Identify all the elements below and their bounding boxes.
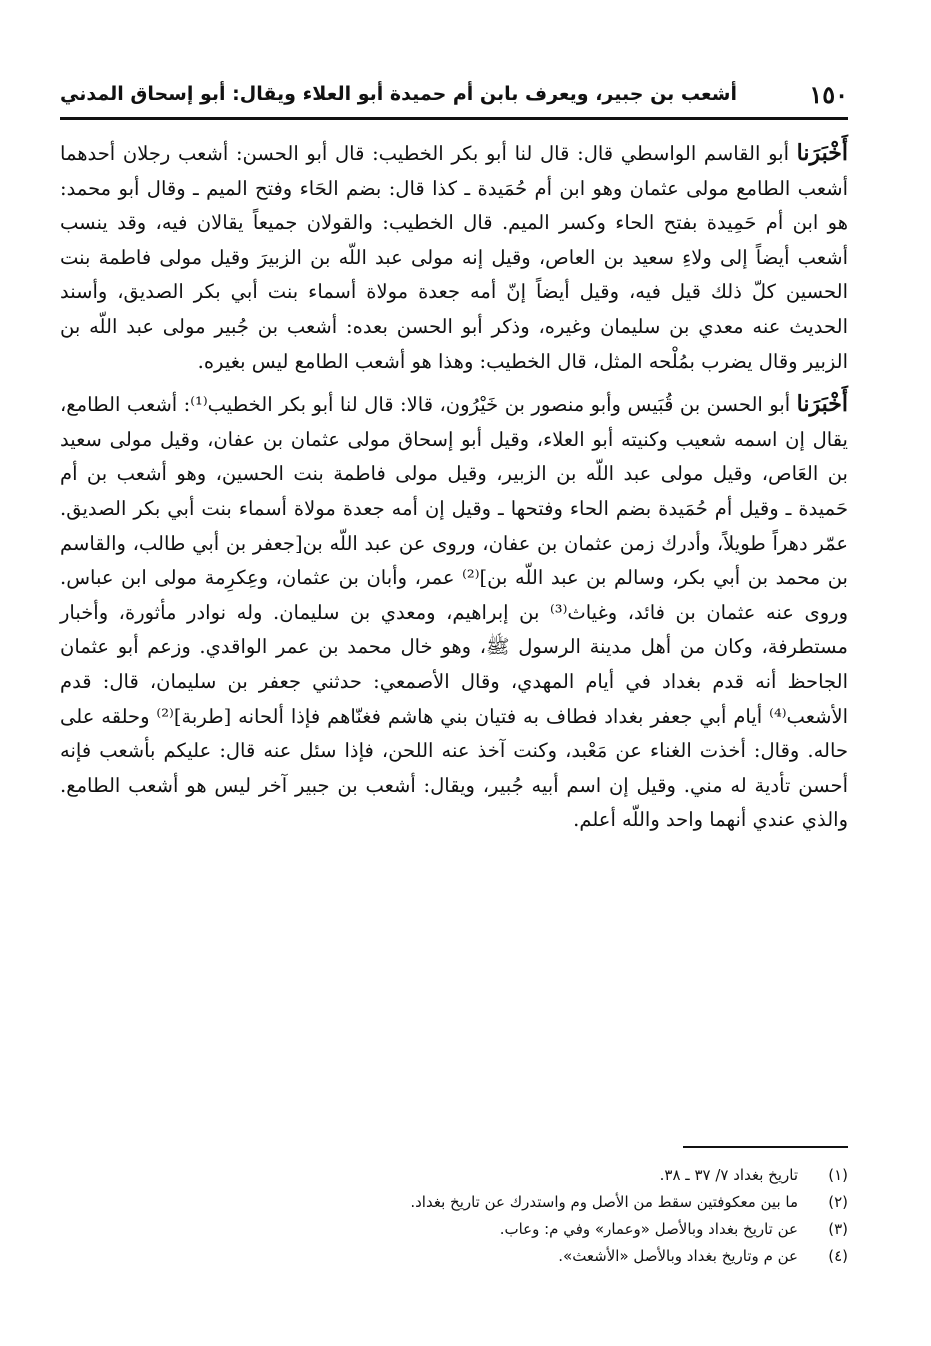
footnote-text: تاريخ بغداد ٧/ ٣٧ ـ ٣٨. (659, 1166, 798, 1184)
paragraph-2 (60, 387, 848, 838)
header-divider (60, 117, 848, 120)
paragraph-keyword: أَخْبَرَنا (796, 391, 848, 418)
footnote-2 (60, 1189, 848, 1216)
footnote-3 (60, 1216, 848, 1243)
page-number: ١٥٠ (809, 79, 848, 109)
paragraph-body: أبو الحسن بن قُبَيس وأبو منصور بن خَيْرُون، قالا: قال لنا أبو بكر الخطيب⁽¹⁾: أشعب الطامع، يقال إن اسمه شعيب وكنيته أبو العلاء، وقيل أبو إسحاق مولى عثمان بن عفان، وقيل مولى سعيد بن العَاص، وقيل مولى عبد اللّه بن الزبير، وقيل مولى فاطمة بنت الحسين، وهو أشعب بن أم حَميدة ـ وقيل أم حُمَيدة بضم الحاء وفتحها ـ وقيل إن أمه جعدة مولاة أسماء بنت أبي بكر الصديق. عمّر دهراً طويلاً، وأدرك زمن عثمان بن عفان، وروى عن عبد اللّه بن[جعفر بن أبي طالب، والقاسم بن محمد بن أبي بكر، وسالم بن عبد اللّه بن]⁽²⁾ عمر، وأبان بن عثمان، وعِكرِمة مولى ابن عباس. وروى عنه عثمان بن فائد، وغياث⁽³⁾ بن إبراهيم، ومعدي بن سليمان. وله نوادر مأثورة، وأخبار مستطرفة، وكان من أهل مدينة الرسول ﷺ، وهو خال محمد بن عمر الواقدي. وزعم أبو عثمان الجاحظ أنه قدم بغداد في أيام المهدي، وقال الأصمعي: حدثني جعفر بن سليمان، قال: قدم الأشعب⁽⁴⁾ أيام أبي جعفر بغداد فطاف به فتيان بني هاشم فغنّاهم فإذا ألحانه [طربة]⁽²⁾ وحلقه على حاله. وقال: أخذت الغناء عن مَعْبد، وكنت آخذ عنه اللحن، فإذا سئل عنه قال: عليكم بأشعب فإنه أحسن تأدية له مني. وقيل إن اسم أبيه جُبير، ويقال: أشعب بن جبير آخر ليس هو أشعب الطامع. والذي عندي أنهما واحد واللّه أعلم. (60, 393, 848, 832)
footnote-number: (٤) (828, 1247, 848, 1265)
footnote-number: (٢) (828, 1193, 848, 1211)
footnotes (60, 1162, 848, 1270)
footnote-number: (٣) (828, 1220, 848, 1238)
footnote-text: عن م وتاريخ بغداد وبالأصل «الأشعث». (558, 1247, 798, 1265)
footnote-divider (683, 1146, 848, 1148)
footnote-text: ما بين معكوفتين سقط من الأصل وم واستدرك عن تاريخ بغداد. (410, 1193, 798, 1211)
paragraph-body: أبو القاسم الواسطي قال: قال لنا أبو بكر الخطيب: قال أبو الحسن: أشعب رجلان أحدهما أشعب الطامع مولى عثمان وهو ابن أم حُمَيدة ـ كذا قال: بضم الحَاء وفتح الميم ـ وقال أبو محمد: هو ابن أم حَمِيدة بفتح الحاء وكسر الميم. قال الخطيب: والقولان جميعاً يقالان فيه، وقد ينسب أشعب أيضاً إلى ولاءِ سعيد بن العاص، وقيل إنه مولى عبد اللّه بن الزبيرَ وقيل مولى فاطمة بنت الحسين كلّ ذلك قيل فيه، وقيل أيضاً إنّ أمه جعدة مولاة أسماء بنت أبي بكر الصديق، وأسند الحديث عنه معدي بن سليمان وغيره، وذكر أبو الحسن بعده: أشعب بن جُبير مولى عبد اللّه بن الزبير وقال يضرب بمُلْحه المثل، قال الخطيب: وهذا هو أشعب الطامع ليس بغيره. (60, 142, 848, 373)
footnote-text: عن تاريخ بغداد وبالأصل «وعمار» وفي م: وعاب. (499, 1220, 798, 1238)
paragraph-1 (60, 136, 848, 379)
running-title: أشعب بن جبير، ويعرف بابن أم حميدة أبو العلاء ويقال: أبو إسحاق المدني (60, 83, 737, 105)
footnote-4 (60, 1243, 848, 1270)
main-text (60, 136, 848, 846)
paragraph-keyword: أَخْبَرَنا (796, 140, 848, 166)
footnote-number: (١) (828, 1166, 848, 1184)
page-header (60, 74, 848, 114)
footnote-1 (60, 1162, 848, 1189)
